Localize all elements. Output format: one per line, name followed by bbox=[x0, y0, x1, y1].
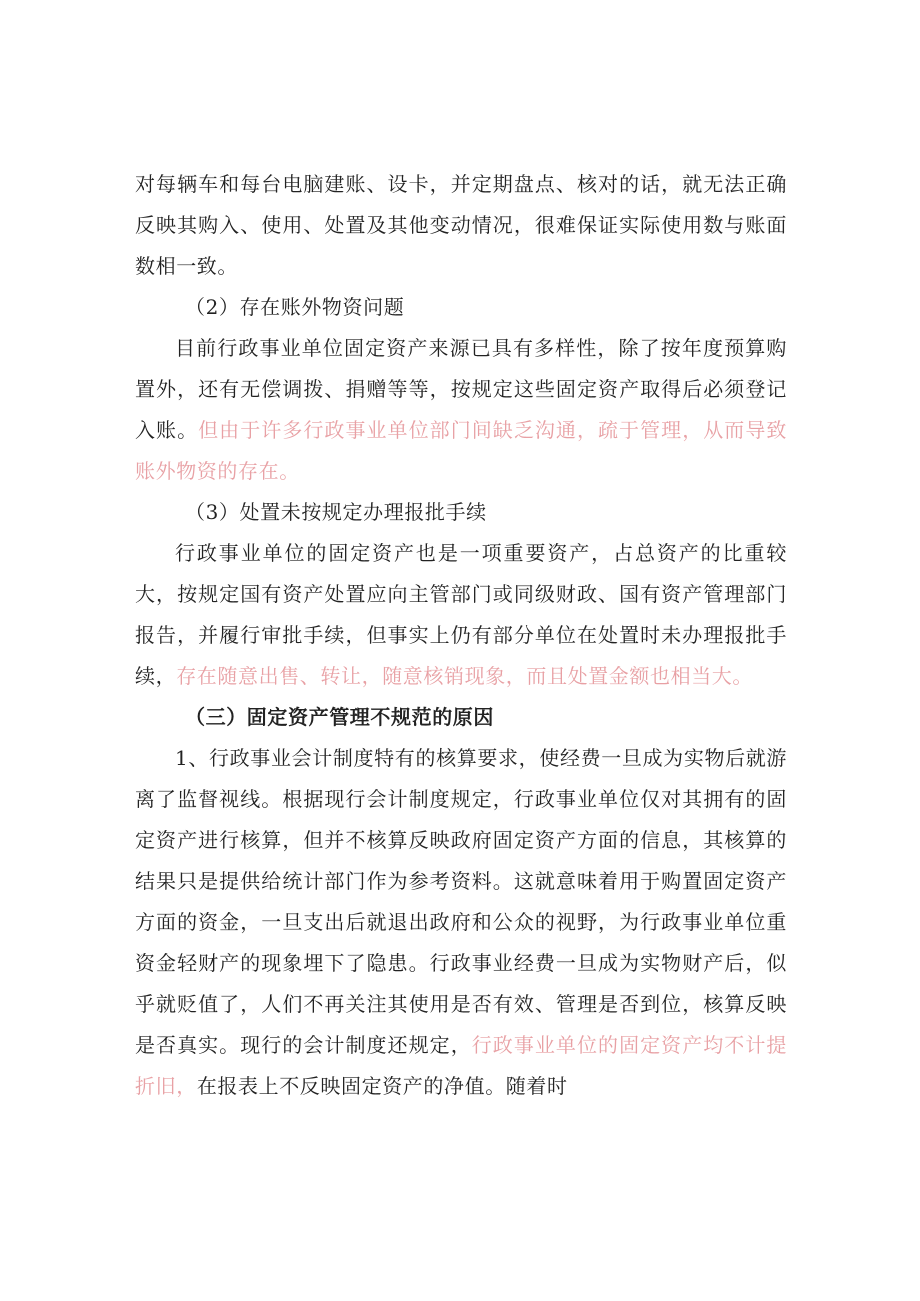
subheading-3-text: （3）处置未按规定办理报批手续 bbox=[185, 500, 487, 524]
paragraph-4-tail: 在报表上不反映固定资产的净值。随着时 bbox=[196, 1074, 568, 1098]
paragraph-4-highlight: 行政事业单位的固定资产均不计提折旧， bbox=[135, 1033, 787, 1098]
paragraph-2 bbox=[135, 328, 787, 492]
section-heading-text: （三）固定资产管理不规范的原因 bbox=[185, 705, 494, 729]
paragraph-intro-text: 对每辆车和每台电脑建账、设卡，并定期盘点、核对的话，就无法正确反映其购入、使用、处置及其他变动情况，很难保证实际使用数与账面数相一致。 bbox=[135, 172, 787, 278]
paragraph-4-text: 1、行政事业会计制度特有的核算要求，使经费一旦成为实物后就游离了监督视线。根据现行会计制度规定，行政事业单位仅对其拥有的固定资产进行核算，但并不核算反映政府固定资产方面的信息，其核算的结果只是提供给统计部门作为参考资料。这就意味着用于购置固定资产方面的资金，一旦支出后就退出政府和公众的视野，为行政事业单位重资金轻财产的现象埋下了隐患。行政事业经费一旦成为实物财产后，似乎就贬值了，人们不再关注其使用是否有效、管理是否到位，核算反映是否真实。现行的会计制度还规定， bbox=[135, 746, 787, 1057]
document-body bbox=[135, 164, 787, 1107]
subheading-3 bbox=[135, 492, 787, 533]
subheading-2-text: （2）存在账外物资问题 bbox=[185, 295, 405, 319]
paragraph-3-highlight: 存在随意出售、转让，随意核销现象，而且处置金额也相当大。 bbox=[176, 664, 754, 688]
paragraph-3 bbox=[135, 533, 787, 697]
subheading-2 bbox=[135, 287, 787, 328]
paragraph-3-text: 行政事业单位的固定资产也是一项重要资产，占总资产的比重较大，按规定国有资产处置应向主管部门或同级财政、国有资产管理部门报告，并履行审批手续，但事实上仍有部分单位在处置时未办理报批手续， bbox=[135, 541, 787, 688]
paragraph-2-text: 目前行政事业单位固定资产来源已具有多样性，除了按年度预算购置外，还有无偿调拨、捐赠等等，按规定这些固定资产取得后必须登记入账。 bbox=[135, 336, 787, 442]
paragraph-4 bbox=[135, 738, 787, 1107]
paragraph-2-highlight: 但由于许多行政事业单位部门间缺乏沟通，疏于管理，从而导致账外物资的存在。 bbox=[135, 418, 787, 483]
section-heading bbox=[135, 697, 787, 738]
paragraph-intro bbox=[135, 164, 787, 287]
